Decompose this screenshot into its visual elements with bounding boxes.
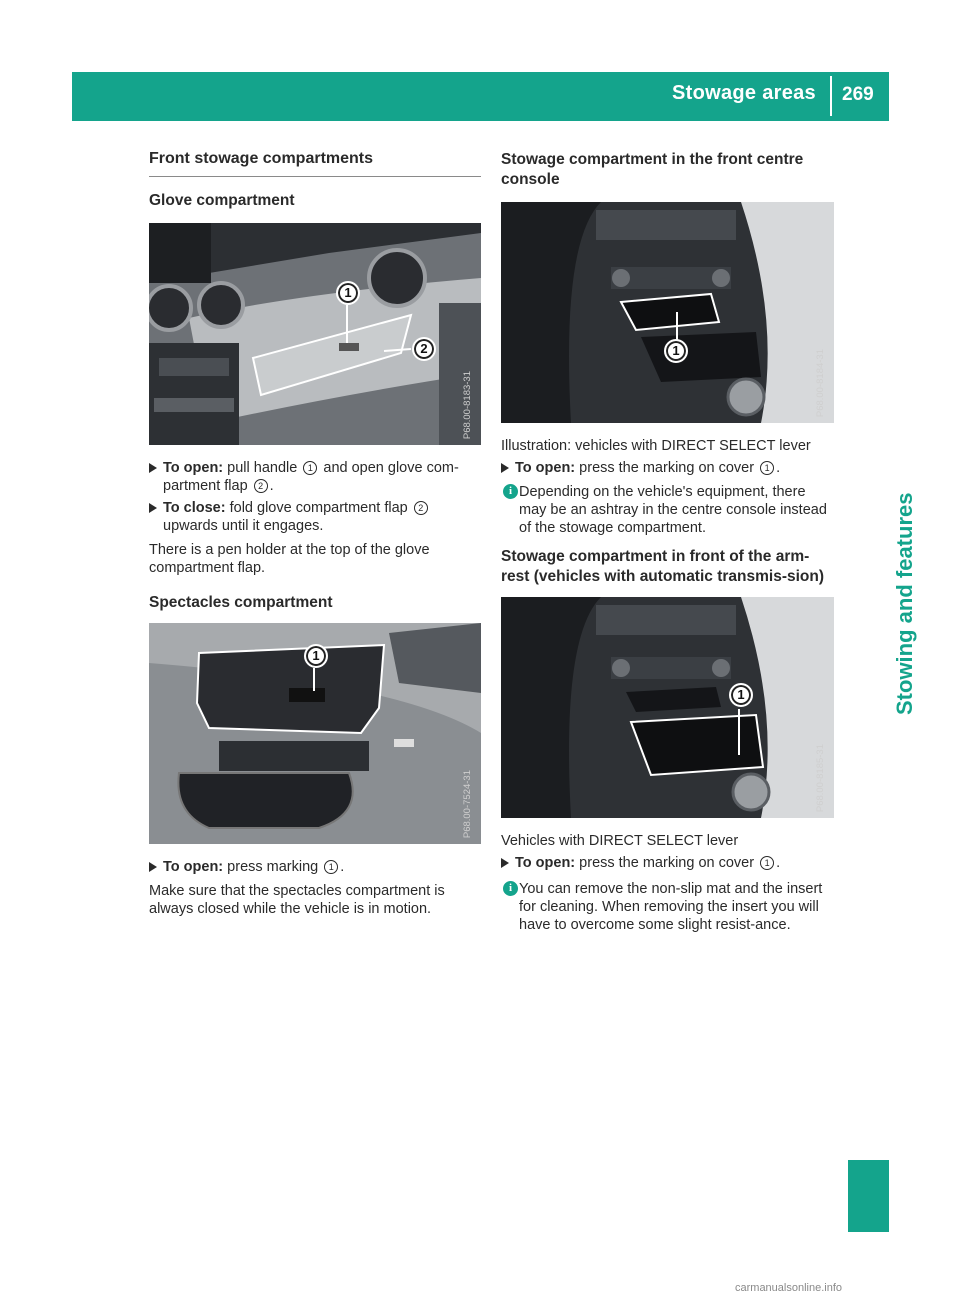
armrest-info-note: [501, 880, 834, 934]
glove-open-text-b: and open glove com-partment flap: [163, 460, 459, 494]
glove-figure-code: P68.00-8183-31: [462, 370, 473, 439]
header-divider: [830, 76, 832, 116]
info-icon: i: [503, 484, 518, 499]
open-label: To open:: [515, 855, 576, 871]
glove-callout-1: 1: [336, 281, 360, 305]
spectacles-compartment-heading: Spectacles compartment: [149, 594, 333, 611]
armrest-heading: Stowage compartment in front of the arm-rest (vehicles with automatic transmis-sion): [501, 548, 825, 585]
armrest-figure: [501, 597, 834, 818]
armrest-illustration: [501, 597, 834, 818]
footer-watermark: carmanualsonline.info: [735, 1282, 843, 1294]
open-label: To open:: [515, 460, 576, 476]
step-arrow-icon: [149, 463, 157, 473]
right-column: [501, 150, 834, 934]
armrest-open-text: press the marking on cover: [579, 855, 755, 871]
number-circle-icon: 2: [414, 501, 428, 515]
glove-close-text: fold glove compartment flap: [229, 500, 408, 516]
info-icon: i: [503, 881, 518, 896]
armrest-callout-1: 1: [729, 683, 753, 707]
glove-compartment-figure: [149, 223, 481, 445]
spectacles-open-step: To open: press marking 1 .: [149, 858, 481, 876]
number-circle-icon: 1: [324, 860, 338, 874]
spectacles-open-text: press marking: [227, 859, 319, 875]
glove-open-step: To open: pull handle 1 and open glove com-partment flap 2 .: [149, 459, 481, 495]
spectacles-callout-1: 1: [304, 644, 328, 668]
glove-callout-2: 2: [412, 337, 436, 361]
open-label: To open:: [163, 859, 224, 875]
spectacles-compartment-figure: [149, 623, 481, 844]
side-chapter-label: Stowing and features: [892, 492, 917, 715]
centre-open-step: To open: press the marking on cover 1 .: [501, 459, 834, 477]
centre-open-text: press the marking on cover: [579, 460, 755, 476]
centre-info-text: Depending on the vehicle's equipment, there may be an ashtray in the centre console instead of the stowage compartment.: [519, 484, 827, 536]
spectacles-motion-text: Make sure that the spectacles compartment is always closed while the vehicle is in motion.: [149, 883, 445, 917]
glove-compartment-heading: Glove compartment: [149, 192, 295, 209]
centre-callout-1: 1: [664, 339, 688, 363]
glove-close-text-b: upwards until it engages.: [163, 518, 324, 534]
close-label: To close:: [163, 500, 226, 516]
glove-close-step: [149, 499, 481, 535]
glove-compartment-illustration: [149, 223, 481, 445]
centre-info-note: [501, 483, 834, 537]
centre-console-heading: Stowage compartment in the front centre console: [501, 151, 804, 188]
section-title: Front stowage compartments: [149, 150, 481, 177]
centre-figure-code: P68.00-8184-31: [815, 348, 826, 417]
armrest-info-text: You can remove the non-slip mat and the insert for cleaning. When removing the insert you will have to overcome some slight resist-ance.: [519, 881, 823, 933]
armrest-caption: Vehicles with DIRECT SELECT lever: [501, 833, 739, 849]
number-circle-icon: 1: [303, 461, 317, 475]
centre-caption: Illustration: vehicles with DIRECT SELECT lever: [501, 438, 811, 454]
step-arrow-icon: [149, 503, 157, 513]
step-arrow-icon: [149, 862, 157, 872]
armrest-open-step: To open: press the marking on cover 1 .: [501, 854, 834, 872]
side-chapter-tab: [848, 1160, 889, 1232]
centre-console-illustration: [501, 202, 834, 423]
header-title: Stowage areas: [672, 82, 816, 104]
spectacles-figure-code: P68.00-7524-31: [462, 769, 473, 838]
step-arrow-icon: [501, 858, 509, 868]
glove-pen-holder-text: There is a pen holder at the top of the glove compartment flap.: [149, 542, 430, 576]
glove-open-text: pull handle: [227, 460, 298, 476]
step-arrow-icon: [501, 463, 509, 473]
number-circle-icon: 1: [760, 461, 774, 475]
armrest-figure-code: P68.00-8185-31: [815, 743, 826, 812]
page-number: 269: [842, 84, 874, 105]
number-circle-icon: 1: [760, 856, 774, 870]
centre-console-figure: [501, 202, 834, 423]
left-column: [149, 150, 481, 918]
open-label: To open:: [163, 460, 224, 476]
number-circle-icon: 2: [254, 479, 268, 493]
